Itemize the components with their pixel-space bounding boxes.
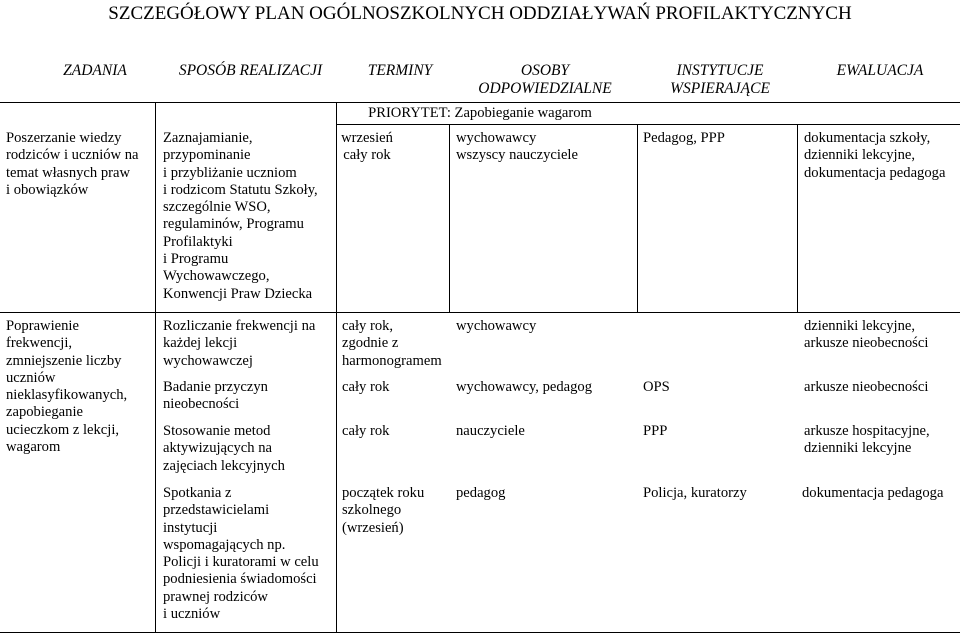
text-line: dokumentacja szkoły,: [804, 130, 931, 146]
text-line: ucieczkom z lekcji,: [6, 421, 120, 438]
sub3-responsible: nauczyciele: [456, 423, 525, 439]
text-line: Policji i kuratorami w celu: [163, 554, 319, 571]
text-line: Rozliczanie frekwencji na: [163, 318, 316, 334]
row1-task: [6, 130, 139, 199]
text-line: Poszerzanie wiedzy: [6, 130, 122, 146]
sub4-institutions: Policja, kuratorzy: [643, 485, 747, 501]
text-line: przedstawicielami: [163, 502, 270, 519]
sub1-method: [163, 318, 315, 370]
rule-row1-bottom: [0, 312, 960, 313]
sub2-institutions: OPS: [643, 379, 670, 395]
rule-table-bottom: [0, 632, 960, 633]
text-line: początek roku: [342, 485, 425, 501]
header-instytucje-line1: INSTYTUCJE: [676, 62, 764, 79]
text-line: i rodzicom Statutu Szkoły,: [163, 181, 318, 198]
sub3-evaluation: [804, 423, 930, 458]
text-line: aktywizujących na: [163, 440, 272, 457]
text-line: przypominanie: [163, 147, 251, 164]
row1-institutions: Pedagog, PPP: [643, 130, 725, 146]
row2-task: [6, 318, 127, 456]
sub1-responsible: wychowawcy: [456, 318, 537, 334]
text-line: każdej lekcji: [163, 335, 238, 352]
page-title: SZCZEGÓŁOWY PLAN OGÓLNOSZKOLNYCH ODDZIAŁYWAŃ PROFILAKTYCZNYCH: [108, 3, 852, 24]
rule-col-2: [336, 102, 337, 632]
sub4-responsible: pedagog: [456, 485, 506, 501]
header-instytucje-line2: WSPIERAJĄCE: [670, 80, 770, 97]
text-line: instytucji: [163, 519, 218, 536]
sub1-term: [342, 318, 442, 370]
text-line: zmniejszenie liczby: [6, 352, 122, 369]
text-line: Stosowanie metod: [163, 423, 271, 439]
text-line: zapobieganie: [6, 404, 83, 421]
rule-col-3: [449, 124, 450, 312]
text-line: wychowawcy: [456, 130, 537, 146]
priority-row: PRIORYTET: Zapobieganie wagarom: [368, 105, 592, 121]
text-line: i obowiązków: [6, 181, 89, 198]
sub2-method: [163, 379, 268, 414]
text-line: dzienniki lekcyjne,: [804, 318, 916, 334]
header-zadania: ZADANIA: [63, 62, 127, 79]
sub4-evaluation: dokumentacja pedagoga: [802, 485, 944, 501]
text-line: szczególnie WSO,: [163, 199, 271, 216]
sub2-evaluation: arkusze nieobecności: [804, 379, 929, 395]
rule-priority-bottom: [336, 124, 960, 125]
header-instytucje: [640, 62, 800, 98]
text-line: arkusze nieobecności: [804, 335, 929, 352]
header-osoby: [455, 62, 635, 98]
text-line: dzienniki lekcyjne,: [804, 147, 916, 164]
header-ewaluacja: EWALUACJA: [836, 62, 924, 79]
text-line: dokumentacja pedagoga: [804, 164, 946, 181]
text-line: arkusze hospitacyjne,: [804, 423, 930, 439]
header-osoby-line1: OSOBY: [520, 62, 570, 79]
text-line: wspomagających np.: [163, 536, 286, 553]
text-line: zajęciach lekcyjnych: [163, 457, 285, 474]
row1-responsible: [456, 130, 578, 165]
row1-term: [336, 130, 398, 165]
text-line: wrzesień: [341, 130, 393, 146]
rule-col-4: [637, 124, 638, 312]
rule-col-5: [797, 124, 798, 312]
text-line: cały rok: [343, 147, 391, 164]
text-line: rodziców i uczniów na: [6, 147, 139, 164]
text-line: uczniów: [6, 369, 56, 386]
text-line: wychowawczej: [163, 352, 253, 369]
text-line: wszyscy nauczyciele: [456, 147, 578, 164]
text-line: Zaznajamianie,: [163, 130, 253, 146]
header-sposob: SPOSÓB REALIZACJI: [178, 62, 323, 79]
sub4-term: [342, 485, 424, 537]
rule-col-1: [155, 102, 156, 632]
sub3-institutions: PPP: [643, 423, 668, 439]
rule-header-bottom: [0, 102, 960, 103]
text-line: (wrzesień): [342, 519, 404, 536]
text-line: prawnej rodziców: [163, 588, 268, 605]
header-terminy: TERMINY: [367, 62, 433, 79]
row1-method: [163, 130, 318, 303]
text-line: i uczniów: [163, 606, 221, 623]
sub1-evaluation: [804, 318, 928, 353]
text-line: harmonogramem: [342, 352, 442, 369]
text-line: zgodnie z: [342, 335, 399, 352]
row1-evaluation: [804, 130, 945, 182]
sub3-term: cały rok: [342, 423, 390, 439]
text-line: Spotkania z: [163, 485, 232, 501]
text-line: regulaminów, Programu: [163, 216, 304, 233]
sub2-term: cały rok: [342, 379, 390, 395]
sub4-method: [163, 485, 319, 623]
text-line: nieobecności: [163, 396, 240, 413]
text-line: temat własnych praw: [6, 164, 131, 181]
header-osoby-line2: ODPOWIEDZIALNE: [478, 80, 612, 97]
text-line: i przybliżanie uczniom: [163, 164, 297, 181]
text-line: dzienniki lekcyjne: [804, 440, 912, 457]
sub3-method: [163, 423, 285, 475]
text-line: Profilaktyki: [163, 233, 233, 250]
text-line: szkolnego: [342, 502, 402, 519]
text-line: i Programu: [163, 251, 229, 268]
text-line: cały rok,: [342, 318, 394, 334]
text-line: wagarom: [6, 439, 61, 456]
text-line: podniesienia świadomości: [163, 571, 317, 588]
text-line: Badanie przyczyn: [163, 379, 268, 395]
text-line: frekwencji,: [6, 335, 73, 352]
text-line: Wychowawczego,: [163, 268, 270, 285]
text-line: Poprawienie: [6, 318, 79, 334]
text-line: Konwencji Praw Dziecka: [163, 285, 313, 302]
text-line: nieklasyfikowanych,: [6, 387, 128, 404]
sub2-responsible: wychowawcy, pedagog: [456, 379, 593, 395]
